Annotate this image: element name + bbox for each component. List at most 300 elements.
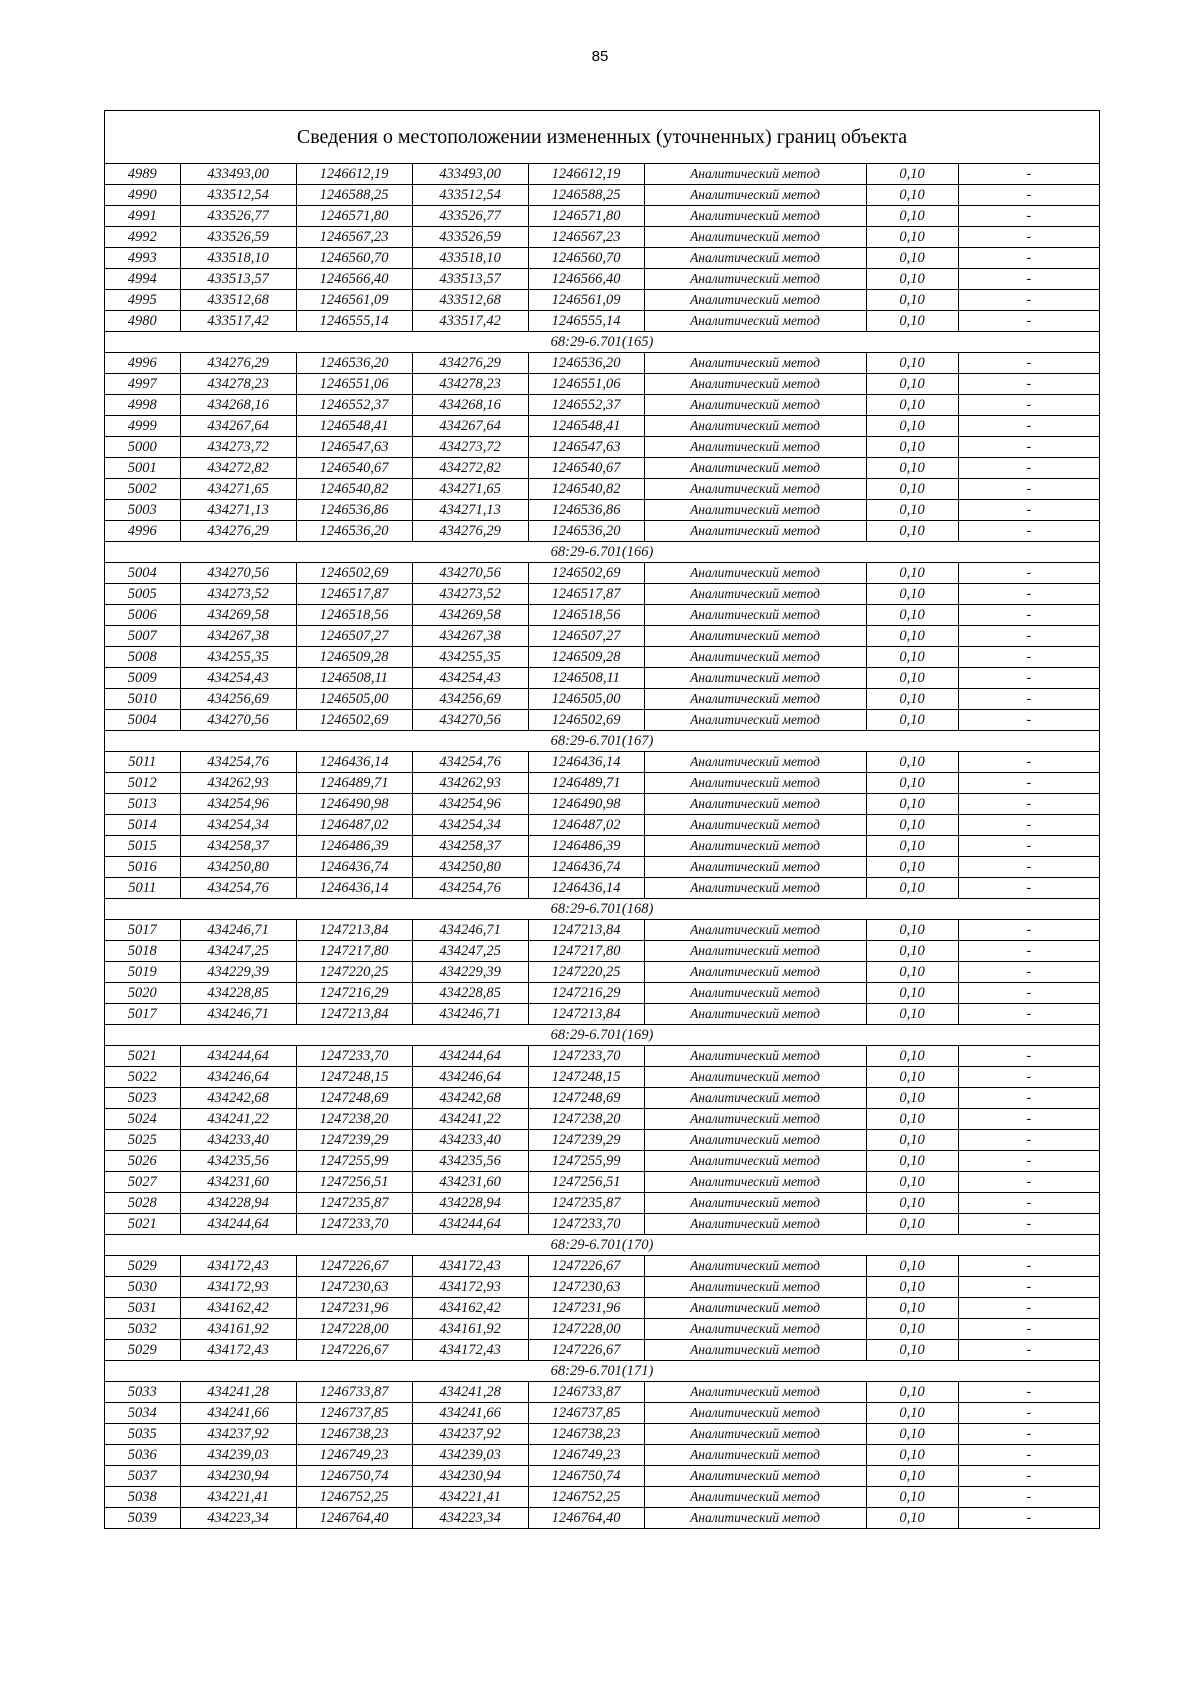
cell-x-new: 434269,58 [412,605,528,626]
cell-description: - [958,815,1099,836]
cell-precision: 0,10 [866,269,958,290]
cell-y-new: 1246555,14 [528,311,644,332]
cell-x-old: 434270,56 [180,710,296,731]
cell-point-number: 5025 [105,1130,180,1151]
section-label: 68:29-6.701(167) [105,731,1099,752]
cell-x-new: 434256,69 [412,689,528,710]
cell-x-new: 434258,37 [412,836,528,857]
cell-precision: 0,10 [866,1340,958,1361]
cell-point-number: 5017 [105,1004,180,1025]
cell-point-number: 5009 [105,668,180,689]
cell-y-old: 1246612,19 [296,164,412,185]
cell-x-new: 434242,68 [412,1088,528,1109]
cell-y-new: 1246540,82 [528,479,644,500]
table-row [105,521,1099,542]
cell-description: - [958,1109,1099,1130]
section-row [105,332,1099,353]
cell-y-old: 1247238,20 [296,1109,412,1130]
table-row [105,248,1099,269]
table-row [105,647,1099,668]
cell-description: - [958,605,1099,626]
cell-y-old: 1246571,80 [296,206,412,227]
cell-method: Аналитический метод [644,584,866,605]
cell-x-new: 434241,66 [412,1403,528,1424]
cell-x-old: 434172,43 [180,1256,296,1277]
cell-y-new: 1247226,67 [528,1340,644,1361]
cell-point-number: 5035 [105,1424,180,1445]
cell-y-new: 1246490,98 [528,794,644,815]
cell-point-number: 5004 [105,710,180,731]
cell-x-new: 434278,23 [412,374,528,395]
cell-x-old: 434228,85 [180,983,296,1004]
cell-method: Аналитический метод [644,878,866,899]
section-row [105,731,1099,752]
cell-x-old: 434270,56 [180,563,296,584]
table-row [105,269,1099,290]
table-row [105,206,1099,227]
cell-method: Аналитический метод [644,626,866,647]
cell-method: Аналитический метод [644,815,866,836]
table-row [105,227,1099,248]
cell-precision: 0,10 [866,710,958,731]
table-row [105,479,1099,500]
table-row [105,164,1099,185]
cell-description: - [958,857,1099,878]
cell-precision: 0,10 [866,941,958,962]
cell-description: - [958,1340,1099,1361]
cell-point-number: 5003 [105,500,180,521]
cell-x-old: 434231,60 [180,1172,296,1193]
cell-point-number: 5033 [105,1382,180,1403]
cell-y-old: 1246555,14 [296,311,412,332]
cell-precision: 0,10 [866,1193,958,1214]
cell-description: - [958,353,1099,374]
cell-point-number: 5012 [105,773,180,794]
cell-description: - [958,689,1099,710]
section-row [105,542,1099,563]
table-row [105,773,1099,794]
table-row [105,500,1099,521]
cell-x-old: 434254,76 [180,878,296,899]
table-row [105,584,1099,605]
cell-x-new: 434250,80 [412,857,528,878]
cell-description: - [958,248,1099,269]
table-row [105,1193,1099,1214]
cell-method: Аналитический метод [644,311,866,332]
cell-y-old: 1246509,28 [296,647,412,668]
cell-description: - [958,1067,1099,1088]
cell-y-old: 1246540,67 [296,458,412,479]
cell-y-old: 1247220,25 [296,962,412,983]
table-row [105,290,1099,311]
cell-y-old: 1247256,51 [296,1172,412,1193]
cell-y-new: 1246566,40 [528,269,644,290]
cell-y-old: 1246733,87 [296,1382,412,1403]
table-title: Сведения о местоположении измененных (уточненных) границ объекта [105,111,1099,164]
cell-precision: 0,10 [866,500,958,521]
cell-point-number: 5001 [105,458,180,479]
cell-method: Аналитический метод [644,1319,866,1340]
cell-method: Аналитический метод [644,521,866,542]
cell-method: Аналитический метод [644,941,866,962]
cell-description: - [958,773,1099,794]
cell-x-old: 434246,71 [180,1004,296,1025]
cell-point-number: 5006 [105,605,180,626]
cell-x-old: 434271,13 [180,500,296,521]
cell-y-old: 1246508,11 [296,668,412,689]
cell-precision: 0,10 [866,752,958,773]
table-row [105,605,1099,626]
cell-point-number: 5022 [105,1067,180,1088]
cell-description: - [958,416,1099,437]
section-label: 68:29-6.701(165) [105,332,1099,353]
cell-y-old: 1246507,27 [296,626,412,647]
cell-method: Аналитический метод [644,437,866,458]
cell-x-old: 434262,93 [180,773,296,794]
cell-point-number: 4994 [105,269,180,290]
cell-point-number: 5018 [105,941,180,962]
cell-description: - [958,164,1099,185]
cell-y-new: 1246508,11 [528,668,644,689]
cell-point-number: 5034 [105,1403,180,1424]
cell-x-old: 434233,40 [180,1130,296,1151]
cell-y-old: 1247226,67 [296,1256,412,1277]
cell-y-new: 1247239,29 [528,1130,644,1151]
cell-method: Аналитический метод [644,1193,866,1214]
cell-method: Аналитический метод [644,374,866,395]
cell-method: Аналитический метод [644,773,866,794]
cell-y-new: 1246509,28 [528,647,644,668]
cell-point-number: 5017 [105,920,180,941]
cell-x-new: 434254,96 [412,794,528,815]
table-row [105,563,1099,584]
cell-x-old: 434235,56 [180,1151,296,1172]
cell-y-new: 1246612,19 [528,164,644,185]
cell-precision: 0,10 [866,227,958,248]
cell-description: - [958,1004,1099,1025]
cell-x-new: 434244,64 [412,1214,528,1235]
table-row [105,1277,1099,1298]
cell-precision: 0,10 [866,1298,958,1319]
cell-x-old: 433526,77 [180,206,296,227]
cell-x-new: 434241,28 [412,1382,528,1403]
cell-x-old: 434278,23 [180,374,296,395]
cell-x-old: 434228,94 [180,1193,296,1214]
cell-description: - [958,1466,1099,1487]
cell-point-number: 5038 [105,1487,180,1508]
cell-point-number: 4999 [105,416,180,437]
cell-description: - [958,521,1099,542]
cell-point-number: 5028 [105,1193,180,1214]
cell-x-old: 434258,37 [180,836,296,857]
cell-x-new: 434233,40 [412,1130,528,1151]
cell-x-old: 434267,38 [180,626,296,647]
cell-y-old: 1246588,25 [296,185,412,206]
cell-point-number: 5020 [105,983,180,1004]
cell-x-old: 434172,43 [180,1340,296,1361]
table-body [105,164,1099,1528]
cell-x-new: 433518,10 [412,248,528,269]
cell-y-new: 1246436,74 [528,857,644,878]
cell-x-old: 434276,29 [180,521,296,542]
cell-precision: 0,10 [866,647,958,668]
cell-x-new: 434230,94 [412,1466,528,1487]
cell-point-number: 5004 [105,563,180,584]
cell-y-new: 1246749,23 [528,1445,644,1466]
table-row [105,752,1099,773]
table-row [105,1067,1099,1088]
cell-method: Аналитический метод [644,227,866,248]
cell-method: Аналитический метод [644,1466,866,1487]
cell-precision: 0,10 [866,1403,958,1424]
cell-x-old: 434246,71 [180,920,296,941]
cell-y-old: 1246536,86 [296,500,412,521]
cell-y-new: 1246505,00 [528,689,644,710]
cell-y-new: 1246536,86 [528,500,644,521]
section-row [105,1361,1099,1382]
cell-y-old: 1246548,41 [296,416,412,437]
cell-description: - [958,920,1099,941]
cell-precision: 0,10 [866,395,958,416]
cell-method: Аналитический метод [644,920,866,941]
cell-x-old: 434244,64 [180,1046,296,1067]
cell-y-old: 1247231,96 [296,1298,412,1319]
cell-description: - [958,479,1099,500]
cell-y-old: 1246551,06 [296,374,412,395]
cell-description: - [958,269,1099,290]
cell-point-number: 5031 [105,1298,180,1319]
section-label: 68:29-6.701(171) [105,1361,1099,1382]
table-row [105,185,1099,206]
cell-y-old: 1246540,82 [296,479,412,500]
table-row [105,311,1099,332]
cell-method: Аналитический метод [644,1004,866,1025]
cell-x-new: 434270,56 [412,563,528,584]
cell-x-old: 434254,76 [180,752,296,773]
table-row [105,857,1099,878]
cell-precision: 0,10 [866,668,958,689]
cell-y-new: 1246487,02 [528,815,644,836]
cell-description: - [958,1445,1099,1466]
section-row [105,1025,1099,1046]
cell-method: Аналитический метод [644,689,866,710]
table-row [105,1445,1099,1466]
table-row [105,1004,1099,1025]
cell-precision: 0,10 [866,206,958,227]
cell-method: Аналитический метод [644,395,866,416]
cell-y-new: 1247226,67 [528,1256,644,1277]
cell-point-number: 5024 [105,1109,180,1130]
cell-precision: 0,10 [866,1382,958,1403]
cell-point-number: 4996 [105,353,180,374]
cell-y-new: 1246536,20 [528,353,644,374]
cell-method: Аналитический метод [644,1130,866,1151]
cell-y-new: 1246540,67 [528,458,644,479]
cell-x-new: 433512,54 [412,185,528,206]
table-row [105,815,1099,836]
cell-y-old: 1246750,74 [296,1466,412,1487]
cell-x-old: 434241,66 [180,1403,296,1424]
cell-precision: 0,10 [866,1109,958,1130]
cell-point-number: 5005 [105,584,180,605]
cell-point-number: 5026 [105,1151,180,1172]
cell-y-old: 1247226,67 [296,1340,412,1361]
cell-x-old: 434254,43 [180,668,296,689]
cell-precision: 0,10 [866,1487,958,1508]
cell-precision: 0,10 [866,626,958,647]
cell-method: Аналитический метод [644,1508,866,1529]
cell-x-new: 434254,76 [412,878,528,899]
cell-y-old: 1246489,71 [296,773,412,794]
table-row [105,1319,1099,1340]
table-row [105,668,1099,689]
cell-x-old: 434162,42 [180,1298,296,1319]
cell-description: - [958,1214,1099,1235]
cell-point-number: 5019 [105,962,180,983]
cell-y-old: 1246567,23 [296,227,412,248]
cell-method: Аналитический метод [644,1256,866,1277]
cell-x-new: 434276,29 [412,353,528,374]
cell-method: Аналитический метод [644,836,866,857]
cell-y-new: 1246436,14 [528,752,644,773]
table-row [105,353,1099,374]
cell-point-number: 4993 [105,248,180,269]
cell-y-new: 1247217,80 [528,941,644,962]
table-row [105,710,1099,731]
cell-method: Аналитический метод [644,500,866,521]
cell-y-old: 1246502,69 [296,563,412,584]
cell-x-old: 433518,10 [180,248,296,269]
cell-description: - [958,1424,1099,1445]
cell-y-old: 1246749,23 [296,1445,412,1466]
section-label: 68:29-6.701(168) [105,899,1099,920]
cell-precision: 0,10 [866,563,958,584]
cell-precision: 0,10 [866,248,958,269]
cell-y-new: 1246567,23 [528,227,644,248]
table-row [105,437,1099,458]
cell-y-old: 1246518,56 [296,605,412,626]
cell-y-old: 1246486,39 [296,836,412,857]
cell-point-number: 4996 [105,521,180,542]
cell-x-new: 434172,43 [412,1256,528,1277]
section-row [105,899,1099,920]
cell-point-number: 5015 [105,836,180,857]
cell-description: - [958,1382,1099,1403]
cell-method: Аналитический метод [644,1151,866,1172]
cell-method: Аналитический метод [644,1109,866,1130]
cell-y-new: 1246764,40 [528,1508,644,1529]
cell-precision: 0,10 [866,1256,958,1277]
table-row [105,1424,1099,1445]
cell-x-new: 434268,16 [412,395,528,416]
table-row [105,626,1099,647]
cell-precision: 0,10 [866,1277,958,1298]
cell-point-number: 5011 [105,752,180,773]
cell-y-old: 1246505,00 [296,689,412,710]
cell-x-new: 434271,65 [412,479,528,500]
cell-description: - [958,227,1099,248]
cell-description: - [958,290,1099,311]
cell-description: - [958,1046,1099,1067]
cell-y-old: 1247233,70 [296,1046,412,1067]
cell-x-new: 434255,35 [412,647,528,668]
cell-precision: 0,10 [866,773,958,794]
cell-x-new: 434246,71 [412,1004,528,1025]
table-row [105,1172,1099,1193]
cell-y-new: 1246737,85 [528,1403,644,1424]
cell-x-old: 434241,28 [180,1382,296,1403]
cell-y-old: 1246552,37 [296,395,412,416]
cell-method: Аналитический метод [644,1487,866,1508]
table-row [105,374,1099,395]
cell-description: - [958,437,1099,458]
cell-point-number: 5021 [105,1046,180,1067]
cell-y-old: 1246490,98 [296,794,412,815]
cell-precision: 0,10 [866,1466,958,1487]
cell-point-number: 5030 [105,1277,180,1298]
section-label: 68:29-6.701(170) [105,1235,1099,1256]
cell-point-number: 5023 [105,1088,180,1109]
cell-x-old: 434239,03 [180,1445,296,1466]
cell-point-number: 5016 [105,857,180,878]
cell-point-number: 4992 [105,227,180,248]
cell-y-old: 1247216,29 [296,983,412,1004]
cell-method: Аналитический метод [644,1403,866,1424]
cell-y-new: 1246588,25 [528,185,644,206]
cell-point-number: 5013 [105,794,180,815]
cell-point-number: 5011 [105,878,180,899]
cell-y-old: 1246502,69 [296,710,412,731]
cell-method: Аналитический метод [644,1214,866,1235]
table-row [105,794,1099,815]
cell-x-old: 434267,64 [180,416,296,437]
cell-precision: 0,10 [866,1067,958,1088]
cell-y-new: 1246486,39 [528,836,644,857]
cell-description: - [958,1193,1099,1214]
cell-precision: 0,10 [866,416,958,437]
table-row [105,1466,1099,1487]
cell-precision: 0,10 [866,689,958,710]
cell-y-new: 1246551,06 [528,374,644,395]
cell-point-number: 4995 [105,290,180,311]
cell-y-new: 1246518,56 [528,605,644,626]
table-row [105,1487,1099,1508]
cell-x-new: 434247,25 [412,941,528,962]
cell-x-old: 433513,57 [180,269,296,290]
table-row [105,395,1099,416]
cell-x-new: 434273,72 [412,437,528,458]
cell-point-number: 5029 [105,1340,180,1361]
cell-method: Аналитический метод [644,1445,866,1466]
cell-precision: 0,10 [866,794,958,815]
cell-x-old: 434254,34 [180,815,296,836]
cell-precision: 0,10 [866,1046,958,1067]
cell-y-new: 1246548,41 [528,416,644,437]
cell-precision: 0,10 [866,1445,958,1466]
cell-x-old: 433512,54 [180,185,296,206]
cell-y-new: 1246552,37 [528,395,644,416]
cell-method: Аналитический метод [644,1067,866,1088]
cell-y-new: 1246536,20 [528,521,644,542]
cell-y-new: 1247230,63 [528,1277,644,1298]
table-row [105,1130,1099,1151]
cell-x-new: 434246,64 [412,1067,528,1088]
cell-method: Аналитический метод [644,1277,866,1298]
cell-description: - [958,710,1099,731]
cell-x-new: 434270,56 [412,710,528,731]
cell-point-number: 5007 [105,626,180,647]
cell-x-old: 434276,29 [180,353,296,374]
